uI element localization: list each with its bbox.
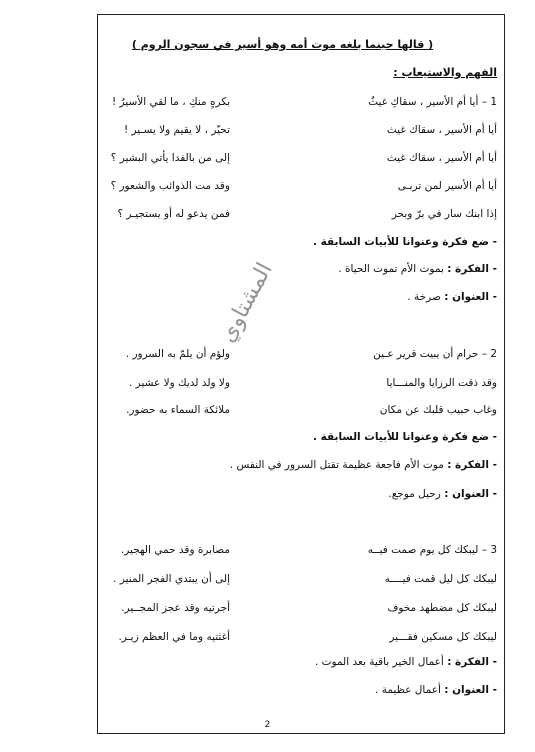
title-text: أعمال عظيمة . — [375, 684, 441, 696]
title-text: رحيل موجع. — [388, 488, 441, 500]
verse-left: تحيّر ، لا يقيم ولا يسـير ! — [123, 124, 230, 136]
idea-text: أعمال الخير باقية بعد الموت . — [314, 656, 444, 668]
verse-left: ملائكة السماء به حضور. — [126, 404, 230, 416]
verse-left: ولا ولد لديك ولا عشير . — [128, 377, 230, 389]
page-title: ( قالها حينما بلغه موت أمه وهو أسير في سجون الروم ) — [131, 38, 434, 51]
title-label: - العنوان : — [444, 684, 497, 696]
watermark-text: المشتاوي — [215, 258, 278, 347]
verse-right: أيا أم الأسير ، سقاك غيث — [386, 124, 497, 136]
title-label: - العنوان : — [444, 488, 497, 500]
title-line — [407, 291, 497, 303]
verse-left: فمن يدعو له أو يستجيـر ؟ — [117, 208, 230, 220]
idea-line — [230, 459, 497, 471]
verse-right: أيا أم الأسير لمن تربـى — [397, 180, 497, 192]
verse-left: أجرتيه وقد عجز المجــير. — [121, 602, 230, 614]
verse-right: وقد ذقت الرزايا والمنـــايا — [386, 377, 497, 389]
section-heading: الفهم والاستيعاب : — [393, 66, 497, 79]
verse-left: إلى أن يبتدي الفجر المنير . — [113, 573, 230, 585]
idea-label: - الفكرة : — [447, 263, 497, 275]
idea-text: موت الأم فاجعة عظيمة تقتل السرور في النفس . — [229, 459, 444, 471]
task-instruction: - ضع فكرة وعنوانا للأبيات السابقة . — [312, 236, 497, 248]
title-line — [375, 684, 497, 696]
page-border — [97, 14, 505, 734]
verse-right: ليبكك كل ليل قمت فيــــه — [384, 573, 497, 585]
page-number: 2 — [264, 720, 271, 730]
verse-left: بكرهٍ منكِ ، ما لقي الأسيرُ ! — [111, 96, 230, 108]
title-line — [388, 488, 497, 500]
verse-left: أغثتيه وما في العظم زيـر. — [118, 631, 230, 643]
title-label: - العنوان : — [444, 291, 497, 303]
idea-line — [338, 263, 497, 275]
verse-left: وقد مت الذوائب والشعور ؟ — [110, 180, 230, 192]
idea-label: - الفكرة : — [447, 459, 497, 471]
verse-left: إلى من بالفدا يأتي البشير ؟ — [110, 152, 230, 164]
idea-label: - الفكرة : — [447, 656, 497, 668]
verse-right: أيا أم الأسير ، سقاك غيث — [386, 152, 497, 164]
verse-right: ليبكك كل مسكين فقـــير — [389, 631, 497, 643]
idea-text: بموت الأم تموت الحياة . — [338, 263, 444, 275]
task-instruction: - ضع فكرة وعنوانا للأبيات السابقة . — [312, 431, 497, 443]
verse-right: 1 – أيا أم الأسير ، سقاكِ غيثٌ — [368, 96, 497, 108]
verse-right: وغاب حبيب قلبك عن مكان — [379, 404, 497, 416]
verse-left: مصابرة وقد حمي الهجير. — [120, 544, 230, 556]
verse-right: 2 – حرام أن يبيت قرير عـين — [373, 348, 497, 360]
verse-right: ليبكك كل مضطهد مخوف — [387, 602, 497, 614]
title-text: صرخة . — [407, 291, 441, 303]
verse-right: 3 – ليبكك كل يوم صمت فيــه — [367, 544, 497, 556]
idea-line — [315, 656, 497, 668]
verse-left: ولؤم أن يلمّ به السرور . — [125, 348, 230, 360]
verse-right: إذا ابنك سار في برّ وبحر — [391, 208, 497, 220]
